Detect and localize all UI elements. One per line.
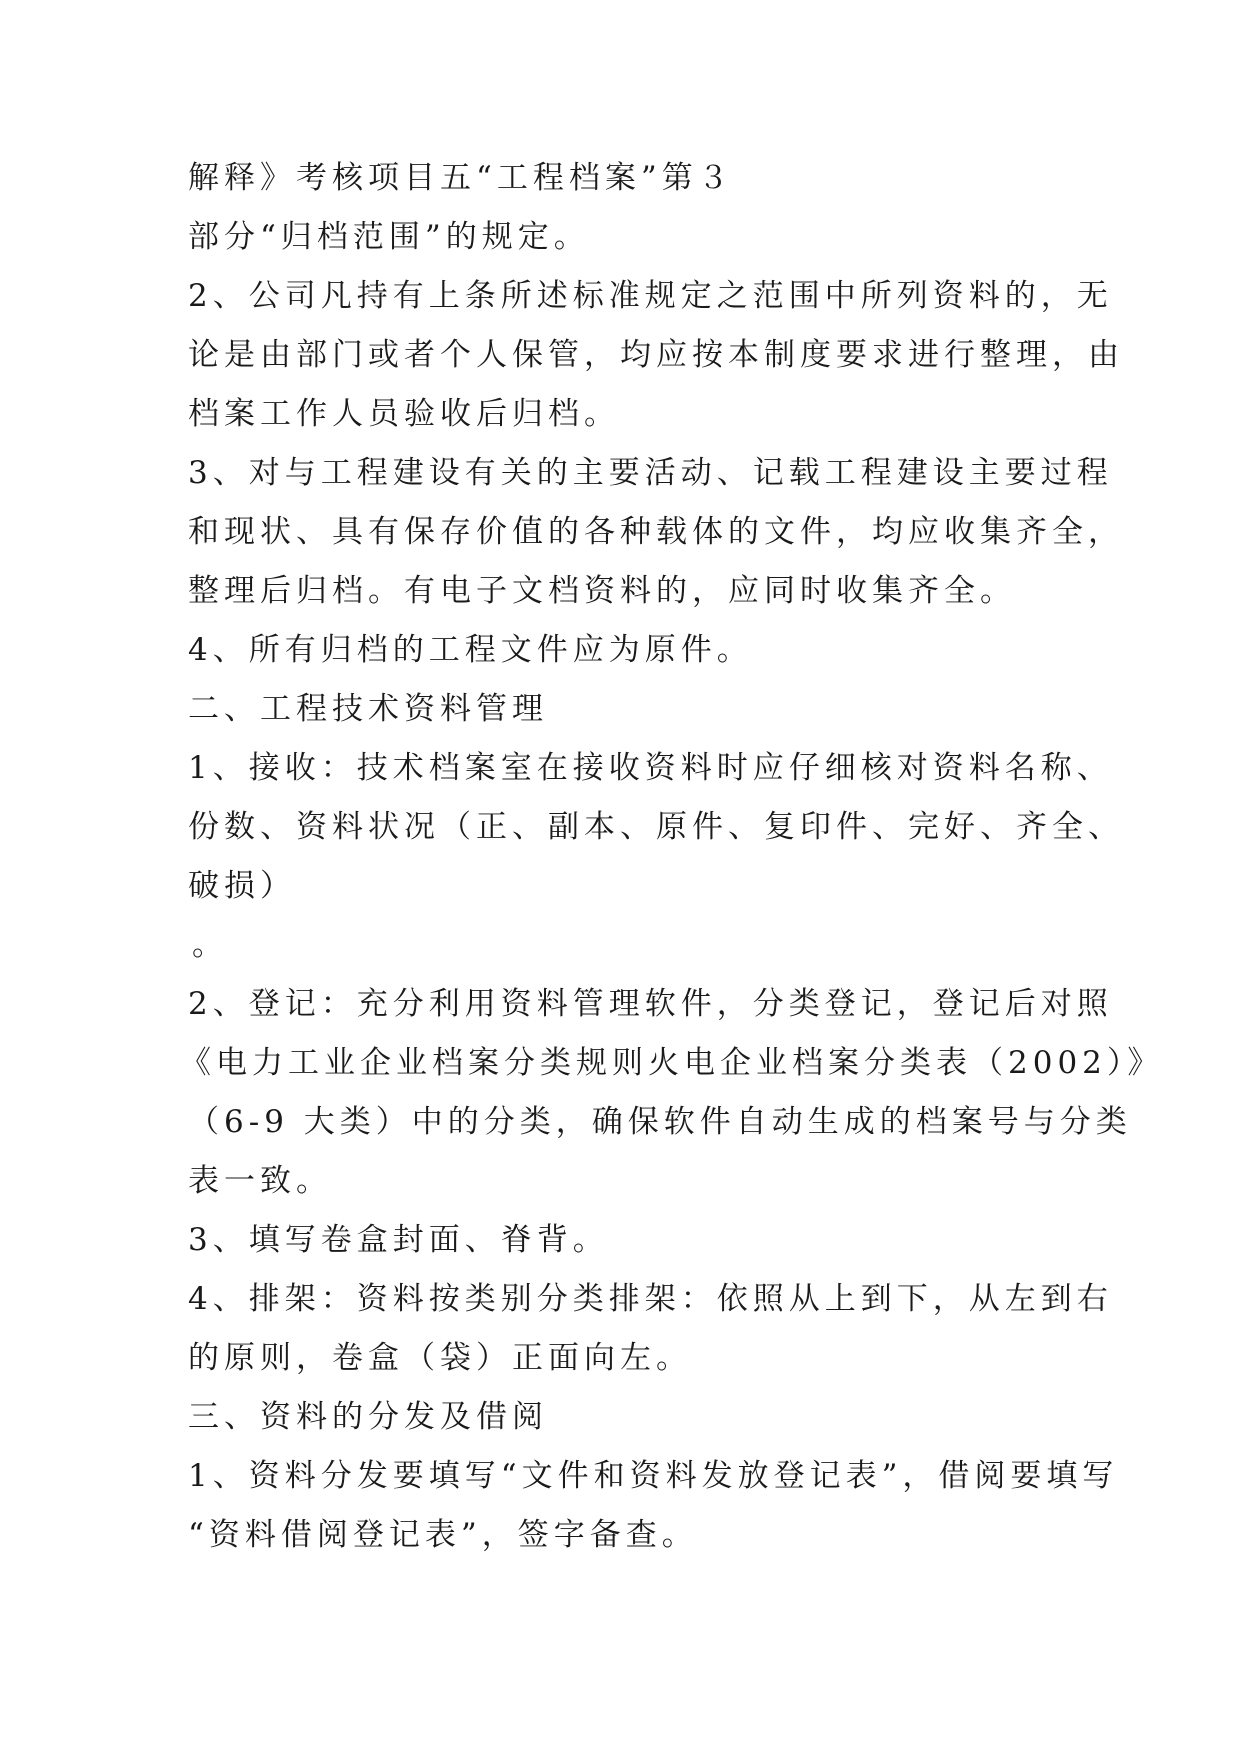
section-heading: 三、资料的分发及借阅 [188,1399,548,1435]
text-line: 4、所有归档的工程文件应为原件。 [188,632,753,668]
text-line: 《电力工业企业档案分类规则火电企业档案分类表（2002）》 [180,1045,1164,1081]
text-line: 表一致。 [188,1163,332,1199]
text-line: 4、排架：资料按类别分类排架：依照从上到下，从左到右 [188,1281,1113,1317]
text-line: 3、对与工程建设有关的主要活动、记载工程建设主要过程 [188,455,1113,491]
text-line: 解释》考核项目五“工程档案”第３ [188,160,734,196]
text-line: 1、接收：技术档案室在接收资料时应仔细核对资料名称、 [188,750,1113,786]
text-line: 份数、资料状况（正、副本、原件、复印件、完好、齐全、 [188,809,1124,845]
text-line: 。 [192,927,228,963]
text-line: 和现状、具有保存价值的各种载体的文件，均应收集齐全， [188,514,1124,550]
text-line: “资料借阅登记表”，签字备查。 [188,1517,698,1553]
text-line: 2、登记：充分利用资料管理软件，分类登记，登记后对照 [188,986,1113,1022]
text-line: 论是由部门或者个人保管，均应按本制度要求进行整理，由 [188,337,1124,373]
text-line: 1、资料分发要填写“文件和资料发放登记表”，借阅要填写 [188,1458,1119,1494]
text-line: 档案工作人员验收后归档。 [188,396,620,432]
text-line: 2、公司凡持有上条所述标准规定之范围中所列资料的，无 [188,278,1113,314]
text-line: （6-9 大类）中的分类，确保软件自动生成的档案号与分类 [188,1104,1132,1140]
text-line: 部分“归档范围”的规定。 [188,219,590,255]
text-line: 3、填写卷盒封面、脊背。 [188,1222,609,1258]
text-line: 的原则，卷盒（袋）正面向左。 [188,1340,692,1376]
text-line: 整理后归档。有电子文档资料的，应同时收集齐全。 [188,573,1016,609]
section-heading: 二、工程技术资料管理 [188,691,548,727]
text-line: 破损） [188,868,296,904]
